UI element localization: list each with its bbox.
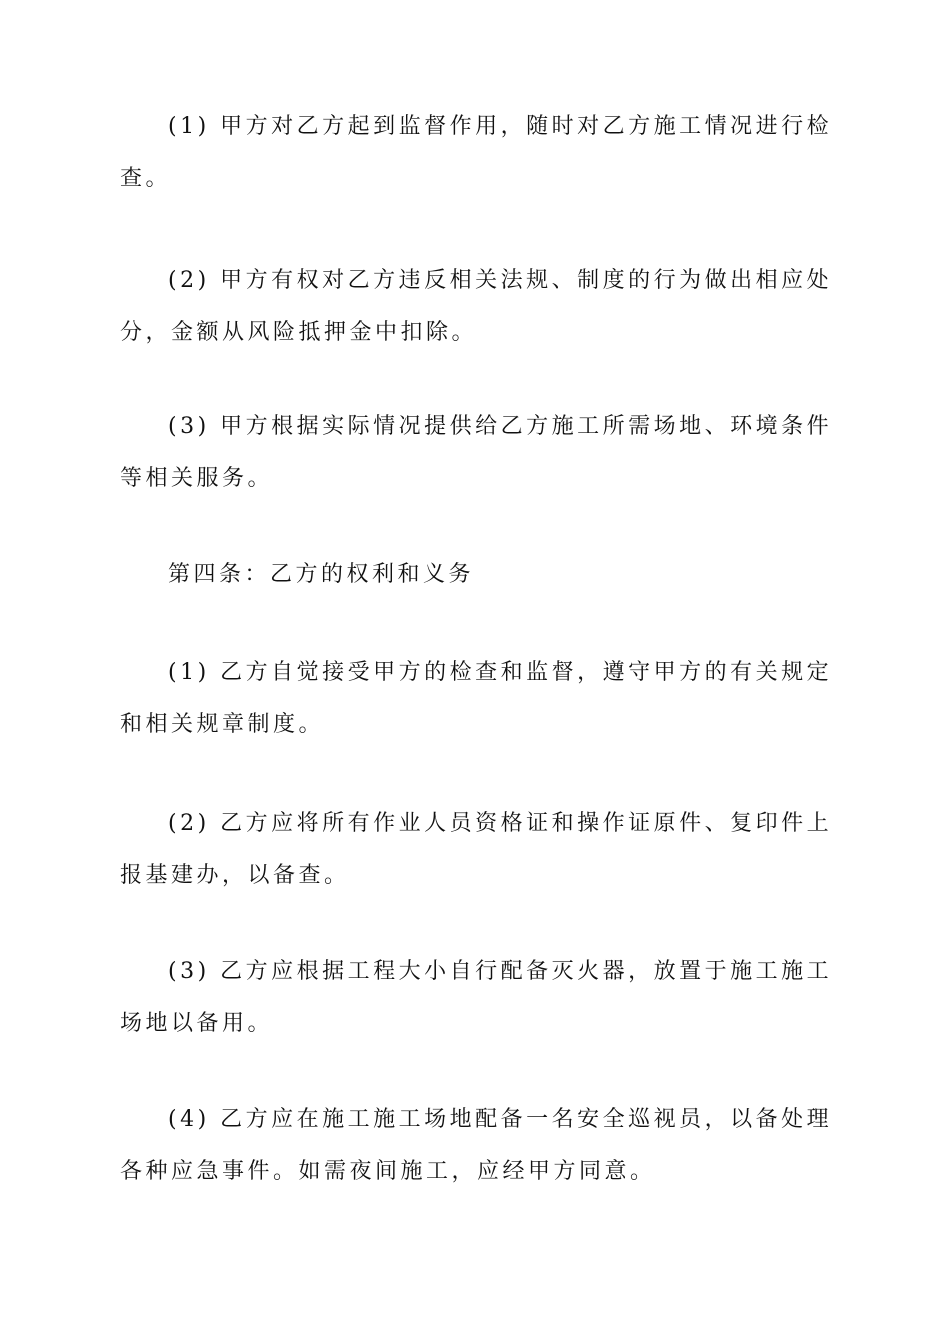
paragraph-party-b-1: (1) 乙方自觉接受甲方的检查和监督，遵守甲方的有关规定和相关规章制度。: [120, 660, 833, 737]
paragraph-party-b-2: (2) 乙方应将所有作业人员资格证和操作证原件、复印件上报基建办，以备查。: [120, 811, 833, 888]
section-heading-article-4: 第四条：乙方的权利和义务: [168, 562, 475, 587]
paragraph-party-a-3: (3) 甲方根据实际情况提供给乙方施工所需场地、环境条件等相关服务。: [120, 414, 833, 491]
paragraph-party-b-3: (3) 乙方应根据工程大小自行配备灭火器，放置于施工施工场地以备用。: [120, 959, 833, 1036]
paragraph-party-a-1: (1) 甲方对乙方起到监督作用，随时对乙方施工情况进行检查。: [120, 114, 833, 191]
paragraph-party-a-2: (2) 甲方有权对乙方违反相关法规、制度的行为做出相应处分，金额从风险抵押金中扣除。: [120, 268, 833, 345]
paragraph-party-b-4: (4) 乙方应在施工施工场地配备一名安全巡视员，以备处理各种应急事件。如需夜间施工，应经甲方同意。: [120, 1107, 833, 1184]
